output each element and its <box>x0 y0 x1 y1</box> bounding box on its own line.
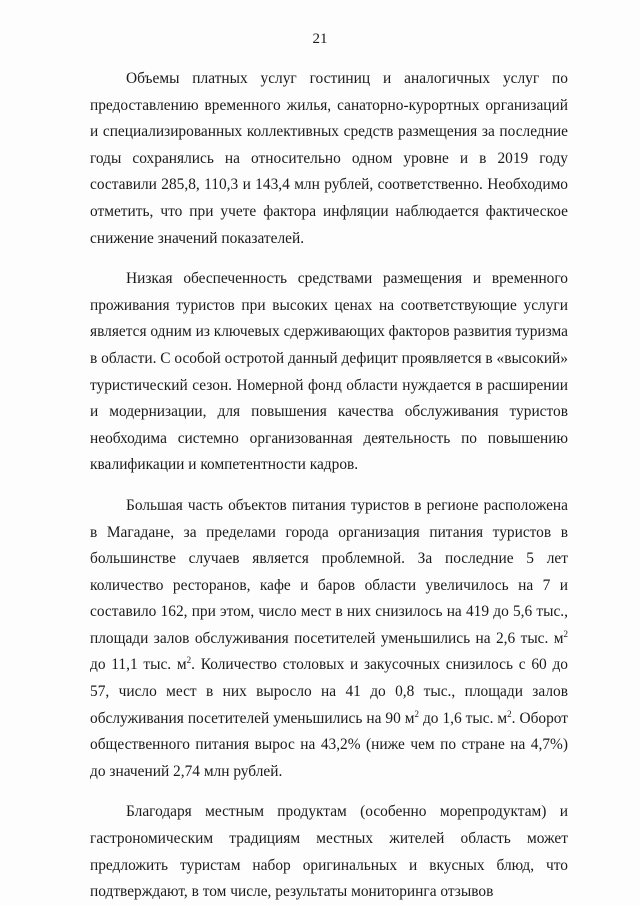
paragraph-catering: Большая часть объектов питания туристов в регионе расположена в Магадане, за пределами города организация питания туристов в большинстве случаев является проблемной. За последние 5 лет количество ресторанов, кафе и баров области увеличилось на 7 и составило 162, при этом, число мест в них снизилось на 419 до 5,6 тыс., площади залов обслуживания посетителей уменьшились на 2,6 тыс. $м^2$ до 11,1 тыс. $м^2$. Количество столовых и закусочных снизилось с 60 до 57, число мест в них выросло на 41 до 0,8 тыс., площади залов обслуживания посетителей уменьшились на 90 $м^2$ до 1,6 тыс. $м^2$. Оборот общественного питания вырос на 43,2% (ниже чем по стране на 4,7%) до значений 2,74 млн рублей. <box>90 496 569 780</box>
document-body <box>90 66 568 920</box>
page-number: 21 <box>312 31 328 47</box>
paragraph-accommodation-shortage: Низкая обеспеченность средствами размещения и временного проживания туристов при высоких ценах на соответствующие услуги является одним из ключевых сдерживающих факторов развития туризма в области. С особой остротой данный дефицит проявляется в «высокий» туристический сезон. Номерной фонд области нуждается в расширении и модернизации, для повышения качества обслуживания туристов необходима системно организованная деятельность по повышению квалификации и компетентности кадров. <box>90 270 568 474</box>
paragraph-gastronomy: Благодаря местным продуктам (особенно морепродуктам) и гастрономическим традициям местных жителей область может предложить туристам набор оригинальных и вкусных блюд, что подтверждают, в том числе, результаты мониторинга отзывов <box>90 803 568 901</box>
paragraph-hotel-services: Объемы платных услуг гостиниц и аналогичных услуг по предоставлению временного жилья, санаторно-курортных организаций и специализированных коллективных средств размещения за последние годы сохранялись на относительно одном уровне и в 2019 году составили 285,8, 110,3 и 143,4 млн рублей, соответственно. Необходимо отметить, что при учете фактора инфляции наблюдается фактическое снижение значений показателей. <box>90 70 568 247</box>
superscript-squared: 2 <box>563 628 568 639</box>
superscript-squared: 2 <box>186 655 192 666</box>
superscript-squared: 2 <box>414 708 419 719</box>
superscript-squared: 2 <box>507 708 512 719</box>
